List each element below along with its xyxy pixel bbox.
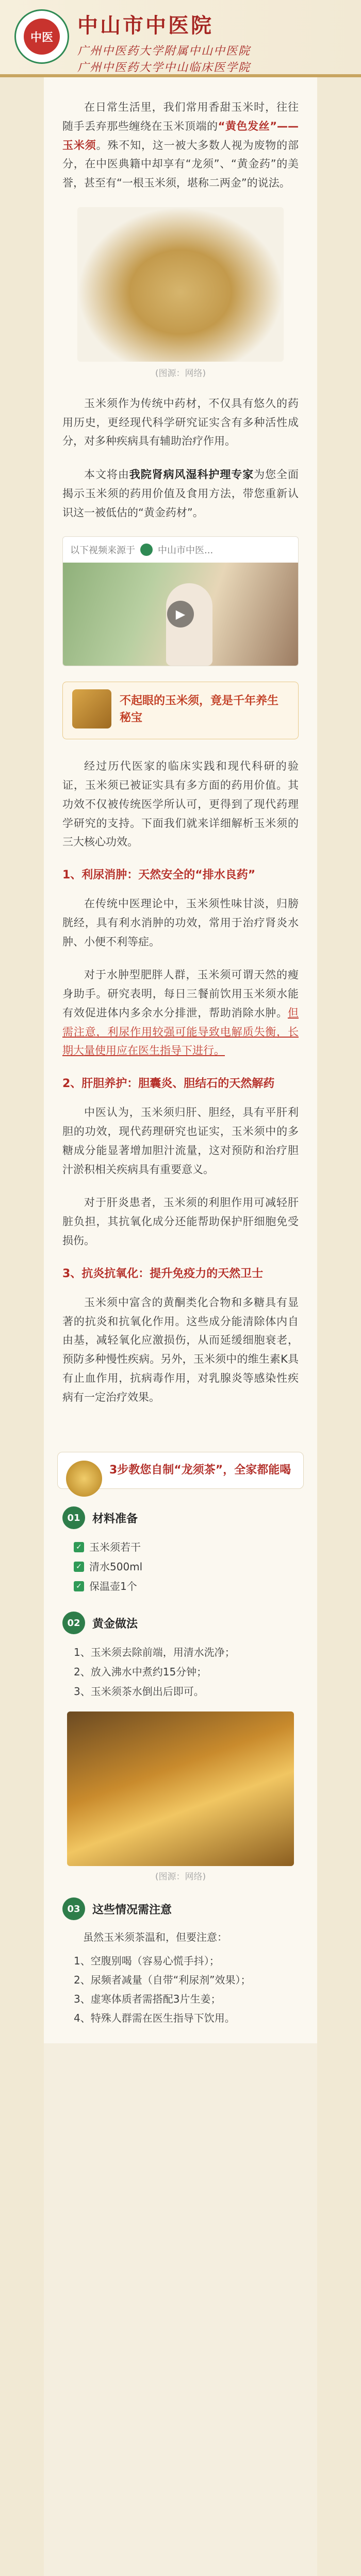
material-label: 清水500ml: [89, 1561, 143, 1573]
benefits-intro: 经过历代医家的临床实践和现代科研的验证，玉米须已被证实具有多方面的药用价值。其功效不仅被传统医学所认可，更得到了现代药理学研究的支持。下面我们就来详细解析玉米须的三大核心功效。: [62, 760, 299, 849]
step-2-header: [62, 1612, 299, 1634]
list-item: [74, 1577, 299, 1596]
banner-title: 不起眼的玉米须，竟是千年养生秘宝: [120, 694, 279, 725]
preparation-steps: [74, 1642, 299, 1701]
intro-p3-text-2: 为您全面揭示玉米须的药用价值及食用方法，带您重新认识这一被低估的“黄金药材”。: [62, 468, 299, 519]
intro-paragraph-1: [62, 98, 299, 193]
video-thumbnail[interactable]: [63, 563, 298, 666]
hospital-logo: [14, 9, 69, 64]
hospital-name: 中山市中医院: [77, 13, 214, 38]
material-label: 保温壶1个: [89, 1580, 137, 1593]
video-channel-name[interactable]: 中山市中医...: [158, 545, 214, 556]
hospital-header: [0, 0, 361, 77]
tea-banner-title: 3步教您自制“龙须茶”，全家都能喝: [109, 1464, 291, 1477]
tea-photo: [67, 1711, 294, 1866]
caution-intro: 虽然玉米须茶温和，但要注意：: [83, 1931, 227, 1944]
intro-p3-bold: 我院肾病风湿科护理专家: [129, 468, 254, 481]
list-item: 1、空腹别喝（容易心慌手抖）；: [74, 1955, 220, 1968]
diuretic-paragraph-2: [62, 965, 299, 1060]
caution-list: [74, 1952, 299, 2028]
channel-avatar-icon: [140, 544, 153, 556]
photo-caption: (图源：网络): [155, 368, 206, 379]
intro-paragraph-3: [62, 465, 299, 522]
antioxidant-paragraph: 玉米须中富含的黄酮类化合物和多糖具有显著的抗炎和抗氧化作用。这些成分能清除体内自由基，减轻氧化应激损伤，从而延缓细胞衰老，预防多种慢性疾病。另外，玉米须中的维生素K具有止血作用，抗病毒作用，对乳腺炎等感染性疾病有一定治疗效果。: [62, 1296, 299, 1403]
hospital-affiliation-2: 广州中医药大学中山临床医学院: [77, 61, 251, 74]
list-item: [74, 1557, 299, 1577]
photo-caption: (图源：网络): [155, 1872, 206, 1883]
checkbox-icon: ✓: [74, 1562, 84, 1572]
hospital-affiliation-1: 广州中医药大学附属中山中医院: [77, 45, 251, 58]
liver-paragraph-1: 中医认为，玉米须归肝、胆经，具有平肝利胆的功效，现代药理研究也证实，玉米须中的多糖成分能显著增加胆汁流量，这对预防和治疗胆汁淤积相关疾病具有重要意义。: [62, 1106, 299, 1176]
video-card[interactable]: [62, 536, 299, 666]
section-banner: [62, 682, 299, 739]
list-item: 2、尿频者减量（自带“利尿剂”效果）；: [74, 1974, 251, 1987]
diuretic-paragraph-1: 在传统中医理论中，玉米须性味甘淡，归膀胱经，具有利水消肿的功效，常用于治疗肾炎水肿、小便不利等症。: [62, 897, 299, 948]
step-3-header: [62, 1897, 299, 1920]
checkbox-icon: ✓: [74, 1542, 84, 1552]
diuretic-text: 对于水肿型肥胖人群，玉米须可谓天然的瘦身助手。研究表明，每日三餐前饮用玉米须水能有效促进体内多余水分排泄，帮助消除水肿。: [62, 969, 299, 1019]
intro-text-2: 。殊不知，这一被大多数人视为废物的部分，在中医典籍中却享有“龙须”、“黄金药”的美誉，甚至有“一根玉米须，堪称二两金”的说法。: [62, 139, 299, 189]
intro-text: 在日常生活里，我们常用香甜玉米时，往往随手丢弃那些缠绕在玉米顶端的: [62, 101, 299, 132]
step-title: 材料准备: [92, 1512, 138, 1526]
corn-silk-photo: [77, 207, 284, 362]
logo-emblem: 中医: [24, 19, 60, 55]
step-title: 这些情况需注意: [92, 1903, 172, 1917]
left-margin: [0, 77, 44, 2576]
list-item: 2、放入沸水中煮约15分钟；: [74, 1666, 207, 1679]
list-item: 4、特殊人群需在医生指导下饮用。: [74, 2012, 235, 2025]
list-item: [74, 1537, 299, 1557]
video-source-label: 以下视频来源于: [70, 545, 135, 556]
intro-paragraph-2: 玉米须作为传统中药材，不仅具有悠久的药用历史，更经现代科学研究证实含有多种活性成分，对多种疾病具有辅助治疗作用。: [62, 397, 299, 448]
step-title: 黄金做法: [92, 1617, 138, 1631]
article-body: [44, 77, 317, 1442]
step-number-badge: 02: [62, 1612, 85, 1634]
video-source-bar: [63, 537, 298, 563]
list-item: 1、玉米须去除前端，用清水洗净；: [74, 1646, 235, 1659]
right-margin: [317, 77, 361, 2576]
step-number-badge: 03: [62, 1897, 85, 1920]
play-icon[interactable]: ▶: [167, 601, 194, 628]
step-1-header: [62, 1506, 299, 1529]
materials-list: [74, 1537, 299, 1596]
step-number-badge: 01: [62, 1506, 85, 1529]
intro-p3-text: 本文将由: [84, 468, 129, 481]
tea-cup-icon: [66, 1461, 102, 1497]
checkbox-icon: ✓: [74, 1581, 84, 1591]
tea-banner: [57, 1452, 304, 1489]
list-item: 3、虚寒体质者需搭配3片生姜；: [74, 1993, 221, 2006]
section-title-liver: 2、肝胆养护：胆囊炎、胆结石的天然解药: [62, 1077, 275, 1091]
list-item: 3、玉米须茶水倒出后即可。: [74, 1685, 204, 1698]
section-title-diuretic: 1、利尿消肿：天然安全的“排水良药”: [62, 869, 256, 882]
diuretic-warning: 但需注意，利尿作用较强可能导致电解质失衡，长期大量使用应在医生指导下进行。: [62, 1006, 299, 1057]
section-title-antioxidant: 3、抗炎抗氧化：提升免疫力的天然卫士: [62, 1267, 264, 1280]
material-label: 玉米须若干: [89, 1541, 141, 1554]
intro-highlight: “黄色发丝”——玉米须: [62, 120, 299, 151]
tea-recipe-section: [44, 1442, 317, 2043]
liver-paragraph-2: 对于肝炎患者，玉米须的利胆作用可减轻肝脏负担，其抗氧化成分还能帮助保护肝细胞免受损伤。: [62, 1196, 299, 1247]
corn-icon: [72, 689, 111, 728]
